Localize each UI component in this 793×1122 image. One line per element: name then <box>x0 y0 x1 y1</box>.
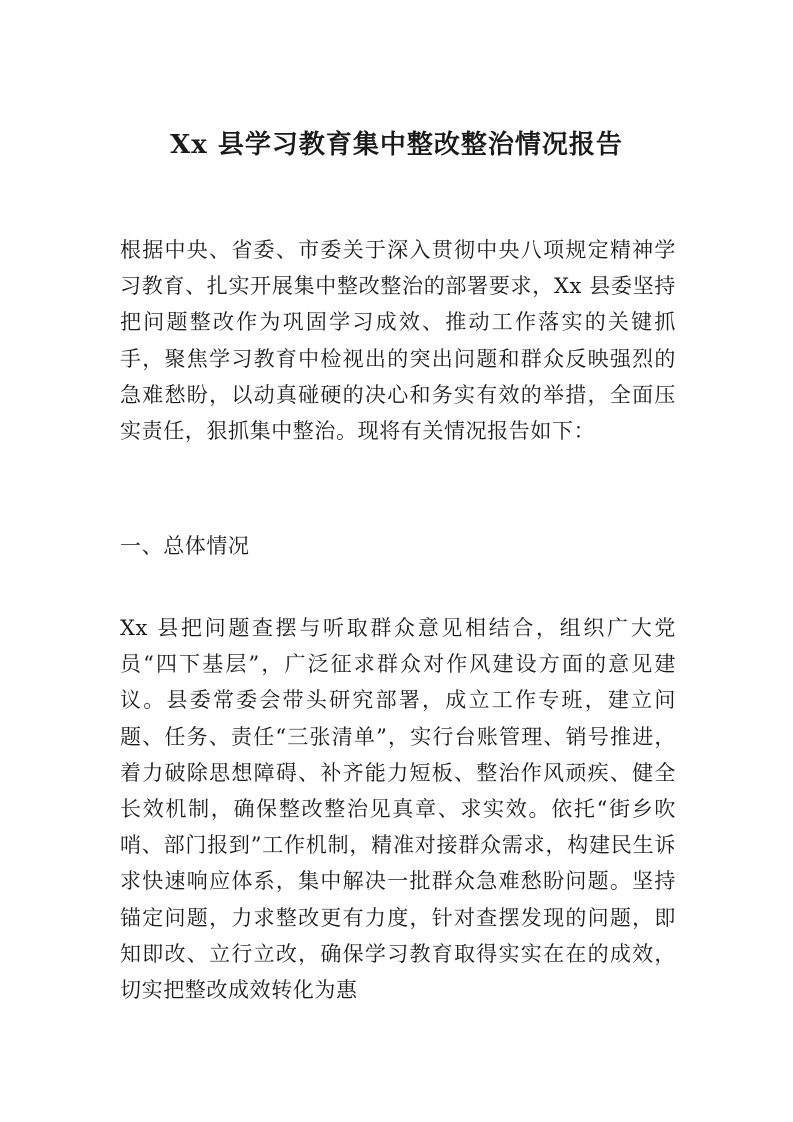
document-title: Xx 县学习教育集中整改整治情况报告 <box>170 130 623 160</box>
section-paragraph-overall: Xx 县把问题查摆与听取群众意见相结合，组织广大党员“四下基层”，广泛征求群众对作风建设方面的意见建议。县委常委会带头研究部署，成立工作专班，建立问题、任务、责任“三张清单”，实行台账管理、销号推进，着力破除思想障碍、补齐能力短板、整治作风顽疾、健全长效机制，确保整改整治见真章、求实效。依托“街乡吹哨、部门报到”工作机制，精准对接群众需求，构建民生诉求快速响应体系，集中解决一批群众急难愁盼问题。坚持锚定问题，力求整改更有力度，针对查摆发现的问题，即知即改、立行立改，确保学习教育取得实实在在的成效，切实把整改成效转化为惠 <box>120 616 676 1003</box>
intro-paragraph: 根据中央、省委、市委关于深入贯彻中央八项规定精神学习教育、扎实开展集中整改整治的部署要求，Xx 县委坚持把问题整改作为巩固学习成效、推动工作落实的关键抓手，聚焦学习教育中检视出的突出问题和群众反映强烈的急难愁盼，以动真碰硬的决心和务实有效的举措，全面压实责任，狠抓集中整治。现将有关情况报告如下： <box>120 238 676 444</box>
section-heading-overall: 一、总体情况 <box>120 534 250 558</box>
